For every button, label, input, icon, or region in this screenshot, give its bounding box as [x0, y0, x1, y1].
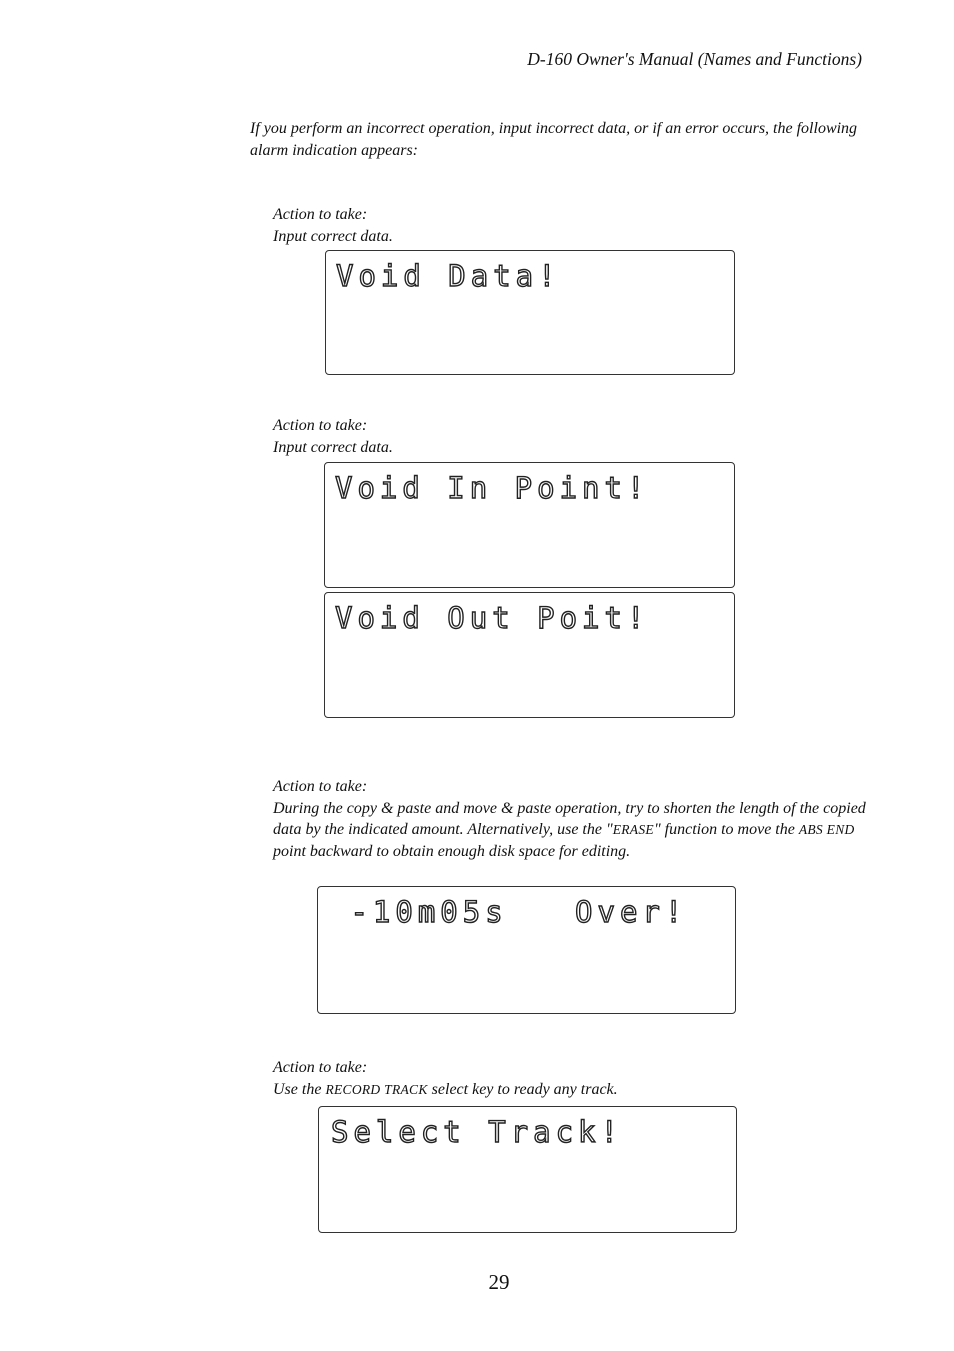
action-block-over	[273, 776, 873, 862]
lcd-message: Void Data!	[336, 259, 561, 293]
lcd-display-void-out-point	[324, 592, 735, 718]
action-text: Input correct data.	[273, 227, 393, 245]
intro-paragraph: If you perform an incorrect operation, input incorrect data, or if an error occurs, the following alarm indication appears:	[250, 120, 858, 159]
action-block-void-point	[273, 415, 873, 458]
page-number: 29	[488, 1270, 510, 1294]
action-text: Input correct data.	[273, 438, 393, 456]
action-label: Action to take:	[273, 778, 368, 795]
action-block-void-data	[273, 204, 873, 247]
action-text: During the copy & paste and move & paste operation, try to shorten the length of the copied data by the indicated amount. Alternatively, use the "ERASE" function to move the ABS END point backward to obtain enough disk space for editing.	[273, 799, 866, 860]
action-label: Action to take:	[273, 1059, 368, 1076]
lcd-message: -10m05s Over!	[328, 895, 688, 929]
page-header: D-160 Owner's Manual (Names and Functions)	[527, 49, 862, 69]
action-text: Use the RECORD TRACK select key to ready any track.	[273, 1080, 618, 1098]
action-label: Action to take:	[273, 206, 368, 223]
action-block-select-track	[273, 1057, 873, 1100]
lcd-message: Select Track!	[331, 1115, 623, 1149]
lcd-display-void-in-point	[324, 462, 735, 588]
lcd-message: Void In Point!	[335, 471, 650, 505]
lcd-display-select-track	[318, 1106, 737, 1233]
lcd-message: Void Out Poit!	[335, 601, 650, 635]
lcd-display-over	[317, 886, 736, 1014]
lcd-display-void-data	[325, 250, 735, 375]
action-label: Action to take:	[273, 417, 368, 434]
